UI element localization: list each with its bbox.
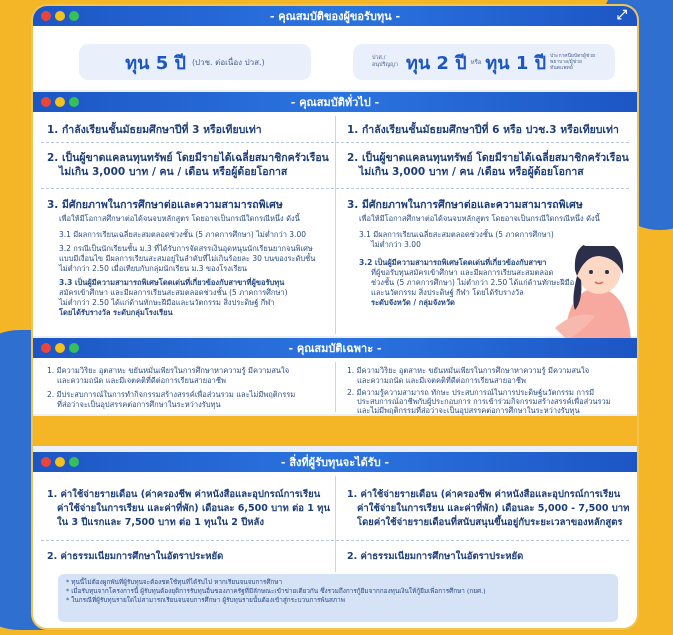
yellow-dot — [55, 97, 65, 107]
benefits-title: - สิ่งที่ผู้รับทุนจะได้รับ - — [280, 456, 390, 469]
column-divider — [335, 476, 336, 572]
benefits-left-item1-line1: 1. ค่าใช้จ่ายรายเดือน (ค่าครองชีพ ค่าหนังสือและอุปกรณ์การเรียน — [47, 489, 321, 500]
general-left-item3-2-line2: แบบมีเงื่อนไข มีผลการเรียนสะสมอยู่ในลำดับที่ไม่เกินร้อยละ 30 บนของระดับชั้น — [59, 254, 316, 263]
footnotes-box — [58, 574, 618, 622]
column-divider — [335, 116, 336, 334]
specific-right-item1-line2: และความถนัด และมีเจตคติที่ดีต่อการเรียนสายอาชีพ — [357, 376, 526, 385]
general-right-item3-intro: เพื่อให้มีโอกาสศึกษาต่อได้จนจบหลักสูตร โดยอาจเป็นกรณีใดกรณีหนึ่ง ดังนี้ — [359, 214, 600, 223]
benefits-left-item1-line3: ใน 3 ปีแรกและ 7,500 บาท ต่อ 1 ทุนใน 2 ปีหลัง — [57, 517, 264, 528]
section-gap — [33, 416, 637, 446]
scholarship-2-1-year-pill — [353, 44, 615, 80]
green-dot — [69, 11, 79, 21]
window-dots — [41, 11, 79, 21]
scholarship-1-year-title: ทุน 1 ปี — [485, 52, 547, 74]
footnote-3: * ในกรณีที่ผู้รับทุนรายใดไม่สามารถเรียนจนจบการศึกษา ผู้รับทุนรายนั้นต้องเข้าสู่กระบวนการพ้นสภาพ — [66, 596, 345, 604]
yellow-dot — [55, 457, 65, 467]
benefits-left-item1-line2: ค่าใช้จ่ายในการเรียน และค่าที่พัก) เดือนละ 6,500 บาท ต่อ 1 ทุน — [57, 503, 330, 514]
scholarship-2-year-prefix: ปวส./อนุปริญญา — [371, 55, 398, 68]
scholarship-1-year-suffix: ประกาศนียบัตรผู้ช่วยพยาบาล/ผู้ช่วยทันตแพทย์ — [550, 53, 596, 71]
specific-left-item2-line2: ที่ส่อว่าจะเป็นอุปสรรคต่อการศึกษาในระหว่างรับทุน — [57, 400, 221, 409]
specific-title: - คุณสมบัติเฉพาะ - — [288, 342, 382, 355]
general-right-item3-2-line5: ระดับจังหวัด / กลุ่มจังหวัด — [371, 298, 455, 307]
column-divider — [335, 362, 336, 412]
benefits-left-item2: 2. ค่าธรรมเนียมการศึกษาในอัตราประหยัด — [47, 551, 224, 562]
general-right-item3-1-line2: ไม่ต่ำกว่า 3.00 — [371, 240, 421, 249]
student-girl-illustration — [555, 230, 637, 340]
general-left-item3-3-line3: ไม่ต่ำกว่า 2.50 ได้แก่ด้านทักษะฝีมือและนวัตกรรม สิ่งประดิษฐ์ กีฬา — [59, 298, 275, 307]
window-dots — [41, 457, 79, 467]
green-dot — [69, 97, 79, 107]
general-right-item3-2-line2: ที่ผู้ขอรับทุนสมัครเข้าศึกษา และมีผลการเรียนสะสมตลอด — [371, 268, 554, 277]
scholarship-5-year-note: (ปวช. ต่อเนื่อง ปวส.) — [191, 57, 265, 67]
specific-bar — [33, 338, 637, 358]
scholarship-5-year-title: ทุน 5 ปี — [125, 52, 186, 74]
window-dots — [41, 97, 79, 107]
general-right-item3-2-line4: และนวัตกรรม สิ่งประดิษฐ์ กีฬา โดยได้รับรางวัล — [371, 288, 524, 297]
general-left-item3-intro: เพื่อให้มีโอกาสศึกษาต่อได้จนจบหลักสูตร โดยอาจเป็นกรณีใดกรณีหนึ่ง ดังนี้ — [59, 214, 300, 223]
yellow-dot — [55, 11, 65, 21]
red-dot — [41, 97, 51, 107]
qualifications-title: - คุณสมบัติของผู้ขอรับทุน - — [269, 10, 401, 23]
general-left-item3-2-line3: ไม่ต่ำกว่า 2.50 เมื่อเทียบกับกลุ่มนักเรียน ม.3 ของโรงเรียน — [59, 264, 248, 273]
general-right-item3-1-line1: 3.1 มีผลการเรียนเฉลี่ยสะสมตลอดช่วงชั้น (5 ภาคการศึกษา) — [359, 230, 554, 239]
general-right-item3-2-line3: ช่วงชั้น (5 ภาคการศึกษา) ไม่ต่ำกว่า 2.50 ได้แก่ด้านทักษะฝีมือ — [371, 278, 575, 287]
general-left-item3-3-line1: 3.3 เป็นผู้มีความสามารถพิเศษโดดเด่นที่เกี่ยวข้องกับสาขาที่ผู้ขอรับทุน — [59, 278, 285, 287]
specific-left-item2-line1: 2. มีประสบการณ์ในการทำกิจกรรมสร้างสรรค์เพื่อส่วนรวม และไม่มีพฤติกรรม — [47, 390, 296, 399]
row-divider — [41, 142, 629, 143]
specific-left-item1-line2: และความถนัด และมีเจตคติที่ดีต่อการเรียนสายอาชีพ — [57, 376, 226, 385]
scholarship-connector: หรือ — [470, 59, 482, 66]
green-dot — [69, 457, 79, 467]
qualifications-frame — [33, 6, 637, 628]
general-left-item2-line2: ไม่เกิน 3,000 บาท / คน / เดือน หรือผู้ด้อยโอกาส — [59, 166, 288, 178]
specific-right-item2-line2: ประสบการณ์อาชีพกับผู้ประกอบการ การเข้าร่วมกิจกรรมสร้างสรรค์เพื่อส่วนรวม — [357, 397, 611, 406]
general-right-item2-line1: 2. เป็นผู้ขาดแคลนทุนทรัพย์ โดยมีรายได้เฉลี่ยสมาชิกครัวเรือน — [347, 152, 629, 164]
footnote-2: * เมื่อรับทุนจากโครงการนี้ ผู้รับทุนต้องยุติการรับทุนอื่นของภาครัฐที่มีลักษณะเข้าข่ายเดียวกัน ซึ่งรวมถึงการกู้ยืมจากกองทุนเงินให้กู้ยืมเพื่อการศึกษา (กยศ.) — [66, 587, 486, 595]
scholarship-2-year-title: ทุน 2 ปี — [405, 52, 467, 74]
benefits-right-item1-line2: ค่าใช้จ่ายในการเรียน และค่าที่พัก) เดือนละ 5,000 - 7,500 บาท — [357, 503, 630, 514]
benefits-right-item1-line1: 1. ค่าใช้จ่ายรายเดือน (ค่าครองชีพ ค่าหนังสือและอุปกรณ์การเรียน — [347, 489, 621, 500]
benefits-right-item1-line3: โดยค่าใช้จ่ายรายเดือนที่สนับสนุนขึ้นอยู่กับระยะเวลาของหลักสูตร — [357, 517, 623, 528]
general-left-item2-line1: 2. เป็นผู้ขาดแคลนทุนทรัพย์ โดยมีรายได้เฉลี่ยสมาชิกครัวเรือน — [47, 152, 329, 164]
green-dot — [69, 343, 79, 353]
red-dot — [41, 11, 51, 21]
general-right-item1: 1. กำลังเรียนชั้นมัธยมศึกษาปีที่ 6 หรือ ปวช.3 หรือเทียบเท่า — [347, 124, 619, 136]
general-right-item3-2-line1: 3.2 เป็นผู้มีความสามารถพิเศษโดดเด่นที่เกี่ยวข้องกับสาขา — [359, 258, 547, 267]
general-right-item2-line2: ไม่เกิน 3,000 บาท / คน /เดือน หรือผู้ด้อยโอกาส — [359, 166, 584, 178]
general-left-item3-2-line1: 3.2 กรณีเป็นนักเรียนชั้น ม.3 ที่ได้รับการจัดสรรเงินอุดหนุนนักเรียนยากจนพิเศษ — [59, 244, 313, 253]
general-left-item1: 1. กำลังเรียนชั้นมัธยมศึกษาปีที่ 3 หรือเทียบเท่า — [47, 124, 262, 136]
general-title: - คุณสมบัติทั่วไป - — [290, 96, 380, 109]
yellow-dot — [55, 343, 65, 353]
row-divider — [41, 188, 629, 189]
red-dot — [41, 457, 51, 467]
expand-icon[interactable]: ⤢ — [616, 8, 627, 23]
specific-left-item1-line1: 1. มีความวิริยะ อุตสาหะ ขยันหมั่นเพียรในการศึกษาหาความรู้ มีความสนใจ — [47, 366, 290, 375]
general-left-item3-3-line4: โดยได้รับรางวัล ระดับกลุ่มโรงเรียน — [59, 308, 173, 317]
footnote-1: * ทุนนี้ไม่ต้องผูกพันที่ผู้รับทุนจะต้องชดใช้ทุนที่ได้รับไป หากเรียนจนจบการศึกษา — [66, 578, 283, 586]
red-dot — [41, 343, 51, 353]
row-divider — [41, 540, 629, 541]
general-right-item3: 3. มีศักยภาพในการศึกษาต่อและความสามารถพิเศษ — [347, 199, 583, 211]
specific-right-item1-line1: 1. มีความวิริยะ อุตสาหะ ขยันหมั่นเพียรในการศึกษาหาความรู้ มีความสนใจ — [347, 366, 590, 375]
general-left-item3-1: 3.1 มีผลการเรียนเฉลี่ยสะสมตลอดช่วงชั้น (5 ภาคการศึกษา) ไม่ต่ำกว่า 3.00 — [59, 230, 306, 239]
qualifications-bar — [33, 6, 637, 26]
specific-right-item2-line3: และไม่มีพฤติกรรมที่ส่อว่าจะเป็นอุปสรรคต่อการศึกษาในระหว่างรับทุน — [357, 406, 580, 415]
benefits-right-item2: 2. ค่าธรรมเนียมการศึกษาในอัตราประหยัด — [347, 551, 524, 562]
benefits-bar — [33, 452, 637, 472]
specific-right-item2-line1: 2. มีความรู้ความสามารถ ทักษะ ประสบการณ์ในการประดิษฐ์นวัตกรรม การมี — [347, 388, 595, 397]
general-left-item3: 3. มีศักยภาพในการศึกษาต่อและความสามารถพิเศษ — [47, 199, 283, 211]
window-dots — [41, 343, 79, 353]
general-left-item3-3-line2: สมัครเข้าศึกษา และมีผลการเรียนสะสมตลอดช่วงชั้น (5 ภาคการศึกษา) — [59, 288, 288, 297]
scholarship-5-year-pill — [79, 44, 311, 80]
general-bar — [33, 92, 637, 112]
